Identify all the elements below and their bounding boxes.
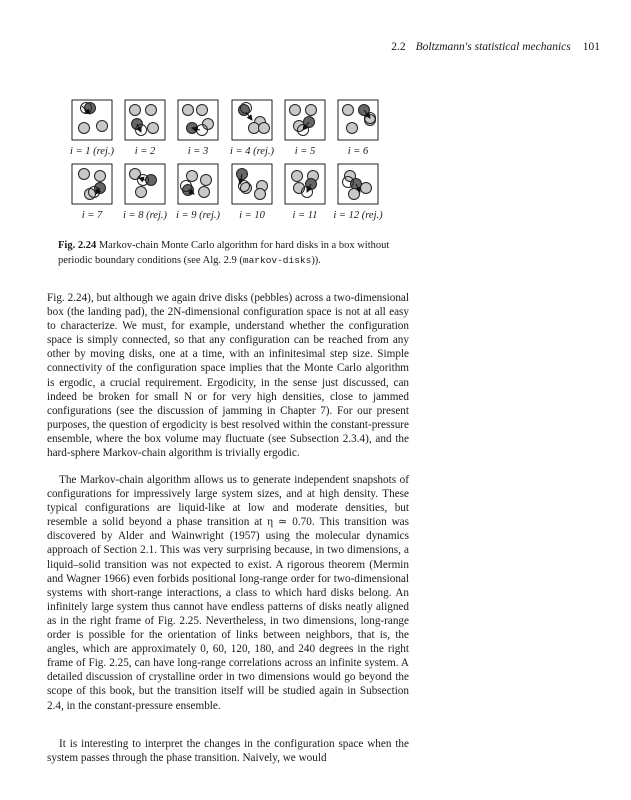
disk	[95, 171, 106, 182]
frame-label: i = 5	[294, 146, 316, 157]
caption-code: markov-disks	[242, 255, 312, 266]
body-paragraph-1: Fig. 2.24), but although we again drive disks (pebbles) across a two-dimensional box (the landing pad), the 2N-dimensional configuration space is not at all easy to characterize. We must, for example, understand whether the configuration space is simply connected, so that any configuration can be reached from any other by moving disks, one at a time, with an infinitesimal step size. Simple connectivity of the configuration space implies that the Monte Carlo algorithm is ergodic, a crucial requirement. Ergodicity, in the sense just discussed, can indeed be broken for small N or for very high densities, close to jammed configurations (see the discussion of jamming in Chapter 7). For our present purposes, the question of ergodicity is best resolved within the constant-pressure ensemble, where the box volume may fluctuate (see Subsection 2.3.4), and the hard-sphere Markov-chain algorithm is trivially ergodic.	[47, 292, 409, 460]
disk	[148, 123, 159, 134]
disk	[201, 175, 212, 186]
frame-label: i = 8 (rej.)	[122, 210, 168, 221]
caption-label: Fig. 2.24	[58, 240, 97, 251]
disk	[347, 123, 358, 134]
disk	[130, 169, 141, 180]
frame-label: i = 12 (rej.)	[333, 210, 383, 221]
caption-text: Markov-chain Monte Carlo algorithm for hard disks in a box without periodic boundary conditions (see Alg. 2.9 (	[58, 240, 390, 266]
disk	[361, 183, 372, 194]
header-section-number: 2.2	[391, 41, 406, 53]
frame-label: i = 10	[239, 210, 265, 221]
disk	[306, 105, 317, 116]
disk	[203, 119, 214, 130]
header-chapter-title: Boltzmann's statistical mechanics	[415, 41, 571, 53]
frame-7	[72, 164, 112, 204]
disk	[197, 105, 208, 116]
disk	[290, 105, 301, 116]
disk	[255, 189, 266, 200]
frame-label: i = 6	[347, 146, 369, 157]
disk	[343, 105, 354, 116]
frame-label: i = 7	[81, 210, 103, 221]
frame-label: i = 9 (rej.)	[175, 210, 221, 221]
disk	[136, 187, 147, 198]
frame-label: i = 11	[292, 210, 318, 221]
frame-4	[232, 100, 272, 140]
frame-label: i = 2	[134, 146, 156, 157]
disk	[259, 123, 270, 134]
frame-8	[125, 164, 165, 204]
disk	[97, 121, 108, 132]
frame-1	[72, 100, 112, 140]
frame-label: i = 4 (rej.)	[229, 146, 275, 157]
frame-box	[178, 164, 218, 204]
body-paragraph-3: It is interesting to interpret the changes in the configuration space when the system passes through the phase transition. Naively, we would	[47, 738, 409, 765]
frame-11	[285, 164, 325, 204]
disk	[183, 105, 194, 116]
disk	[249, 123, 260, 134]
disk	[187, 171, 198, 182]
frame-12	[338, 164, 378, 204]
disk	[146, 105, 157, 116]
frame-5	[285, 100, 325, 140]
body-paragraph-2: The Markov-chain algorithm allows us to generate independent snapshots of configurations for impressively large system sizes, and at high density. These typical configurations are liquid-like at low and moderate densities, but resemble a solid beyond a phase transition at η ≃ 0.70. This transition was discovered by Alder and Wainwright (1957) using the molecular dynamics approach of Section 2.1. This was very surprising because, in two dimensions, a liquid–solid transition was not expected to exist. A rigorous theorem (Mermin and Wagner 1966) even forbids positional long-range order for two-dimensional systems with short-range interactions, a class to which hard disks belong. An infinitely large system thus cannot have endless patterns of disks neatly aligned as in the right frame of Fig. 2.25. Nevertheless, in two dimensions, long-range order is possible for the orientation of links between neighbors, that is, the angles, which are approximately 0, 60, 120, 180, and 240 degrees in the right frame of Fig. 2.25, can have long-range correlations across an infinite system. A detailed discussion of crystalline order in two dimensions would go beyond the scope of this book, but the transition itself will be studied again in Subsection 2.4, in the constant-pressure ensemble.	[47, 474, 409, 712]
disk	[79, 169, 90, 180]
frame-3	[178, 100, 218, 140]
header-page-number: 101	[582, 41, 600, 53]
disk	[349, 189, 360, 200]
figure-caption	[58, 238, 408, 268]
frame-label: i = 3	[187, 146, 209, 157]
frame-10	[232, 164, 272, 204]
frame-6	[338, 100, 378, 140]
frame-2	[125, 100, 165, 140]
frame-9	[178, 164, 218, 204]
caption-end: )).	[311, 255, 321, 266]
disk	[292, 171, 303, 182]
disk	[79, 123, 90, 134]
disk	[241, 183, 252, 194]
frame-label: i = 1 (rej.)	[69, 146, 115, 157]
markov-disks-figure	[0, 0, 631, 232]
disk	[199, 187, 210, 198]
disk	[130, 105, 141, 116]
